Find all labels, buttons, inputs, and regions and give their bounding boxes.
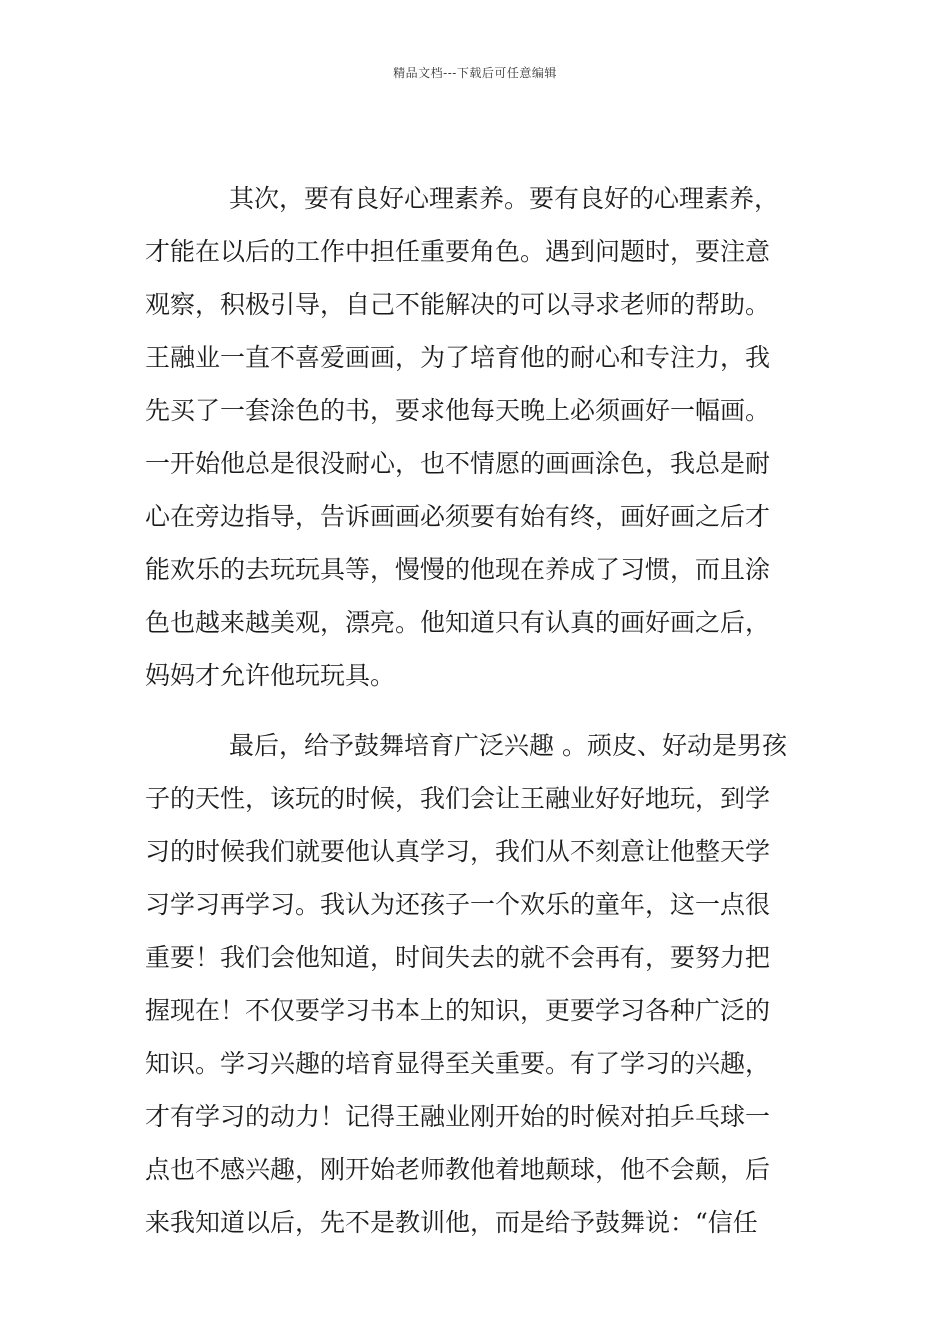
text-line: 来我知道以后，先不是教训他，而是给予鼓舞说：“信任 bbox=[145, 1208, 758, 1237]
text-line: 能欢乐的去玩玩具等，慢慢的他现在养成了习惯，而且涂 bbox=[145, 555, 771, 584]
page-header: 精品文档---下载后可任意编辑 bbox=[393, 66, 557, 80]
text-line: 习学习再学习。我认为还孩子一个欢乐的童年，这一点很 bbox=[145, 890, 771, 919]
text-line: 点也不感兴趣，刚开始老师教他着地颠球，他不会颠，后 bbox=[145, 1155, 771, 1184]
text-line: 握现在！不仅要学习书本上的知识，更要学习各种广泛的 bbox=[145, 996, 771, 1025]
text-line: 观察，积极引导，自己不能解决的可以寻求老师的帮助。 bbox=[145, 290, 771, 319]
paragraph-encourage-interest bbox=[145, 719, 815, 1249]
text-line: 习的时候我们就要他认真学习，我们从不刻意让他整天学 bbox=[145, 837, 771, 866]
text-line: 心在旁边指导，告诉画画必须要有始有终，画好画之后才 bbox=[145, 502, 771, 531]
text-line: 先买了一套涂色的书，要求他每天晚上必须画好一幅画。 bbox=[145, 396, 771, 425]
text-line: 一开始他总是很没耐心，也不情愿的画画涂色，我总是耐 bbox=[145, 449, 771, 478]
text-line: 色也越来越美观，漂亮。他知道只有认真的画好画之后， bbox=[145, 608, 771, 637]
text-line: 妈妈才允许他玩玩具。 bbox=[145, 661, 396, 690]
paragraph-psychological-quality bbox=[145, 172, 815, 702]
text-line: 重要！我们会他知道，时间失去的就不会再有，要努力把 bbox=[145, 943, 771, 972]
text-line: 知识。学习兴趣的培育显得至关重要。有了学习的兴趣， bbox=[145, 1049, 771, 1078]
text-line: 王融业一直不喜爱画画，为了培育他的耐心和专注力，我 bbox=[145, 343, 771, 372]
text-line: 其次，要有良好心理素养。要有良好的心理素养， bbox=[229, 184, 780, 213]
text-line: 才有学习的动力！记得王融业刚开始的时候对拍乒乓球一 bbox=[145, 1102, 771, 1131]
text-line: 子的天性，该玩的时候，我们会让王融业好好地玩，到学 bbox=[145, 784, 771, 813]
text-line: 才能在以后的工作中担任重要角色。遇到问题时，要注意 bbox=[145, 237, 771, 266]
text-line: 最后，给予鼓舞培育广泛兴趣 。顽皮、好动是男孩 bbox=[229, 731, 787, 760]
